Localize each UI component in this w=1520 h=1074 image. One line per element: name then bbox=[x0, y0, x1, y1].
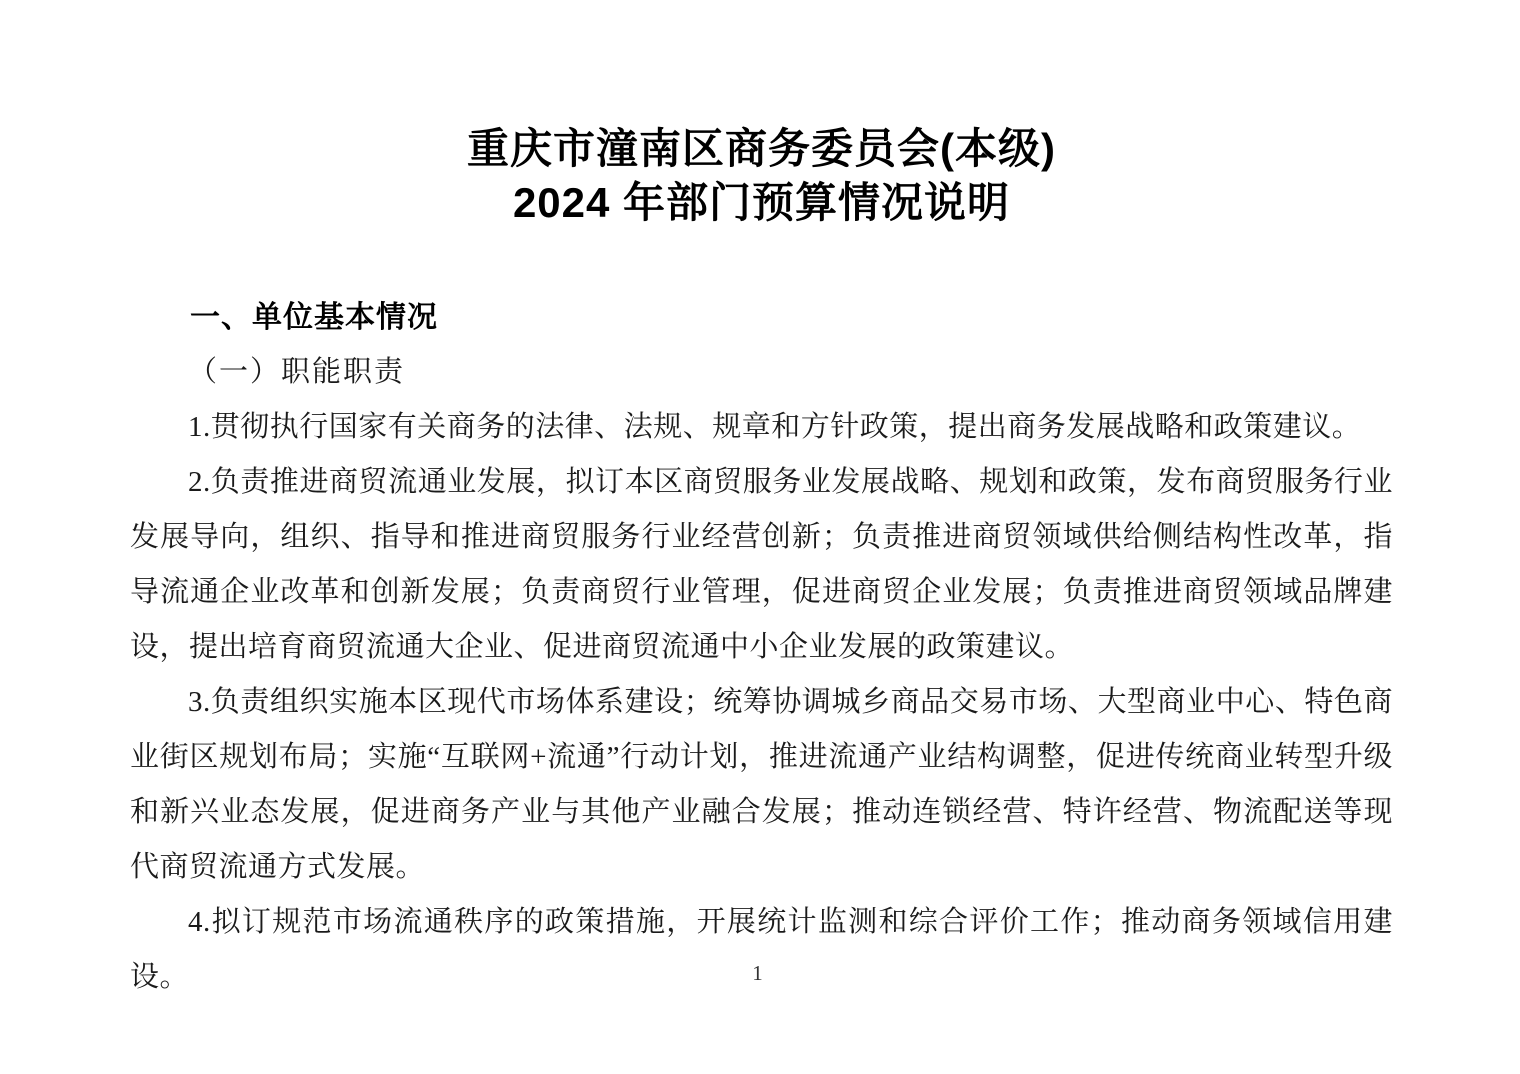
document-title-line1: 重庆市潼南区商务委员会(本级) bbox=[467, 125, 1056, 172]
page-number: 1 bbox=[752, 961, 763, 985]
subsection-heading-duties: （一）职能职责 bbox=[188, 356, 406, 388]
document-title-line2: 2024 年部门预算情况说明 bbox=[512, 179, 1011, 226]
paragraph-duty-3: 3.负责组织实施本区现代市场体系建设；统筹协调城乡商品交易市场、大型商业中心、特色商业街区规划布局；实施“互联网+流通”行动计划，推进流通产业结构调整，促进传统商业转型升级和新兴业态发展，促进商务产业与其他产业融合发展；推动连锁经营、特许经营、物流配送等现代商贸流通方式发展。 bbox=[130, 686, 1393, 883]
paragraph-duty-4: 4.拟订规范市场流通秩序的政策措施，开展统计监测和综合评价工作；推动商务领域信用建设。 bbox=[130, 906, 1393, 993]
paragraph-duty-2: 2.负责推进商贸流通业发展，拟订本区商贸服务业发展战略、规划和政策，发布商贸服务行业发展导向，组织、指导和推进商贸服务行业经营创新；负责推进商贸领域供给侧结构性改革，指导流通企业改革和创新发展；负责商贸行业管理，促进商贸企业发展；负责推进商贸领域品牌建设，提出培育商贸流通大企业、促进商贸流通中小企业发展的政策建议。 bbox=[130, 466, 1393, 663]
document-body bbox=[130, 290, 1393, 1005]
document-title bbox=[130, 122, 1393, 230]
section-heading-basic-info: 一、单位基本情况 bbox=[190, 301, 438, 334]
paragraph-duty-1: 1.贯彻执行国家有关商务的法律、法规、规章和方针政策，提出商务发展战略和政策建议。 bbox=[188, 411, 1362, 443]
